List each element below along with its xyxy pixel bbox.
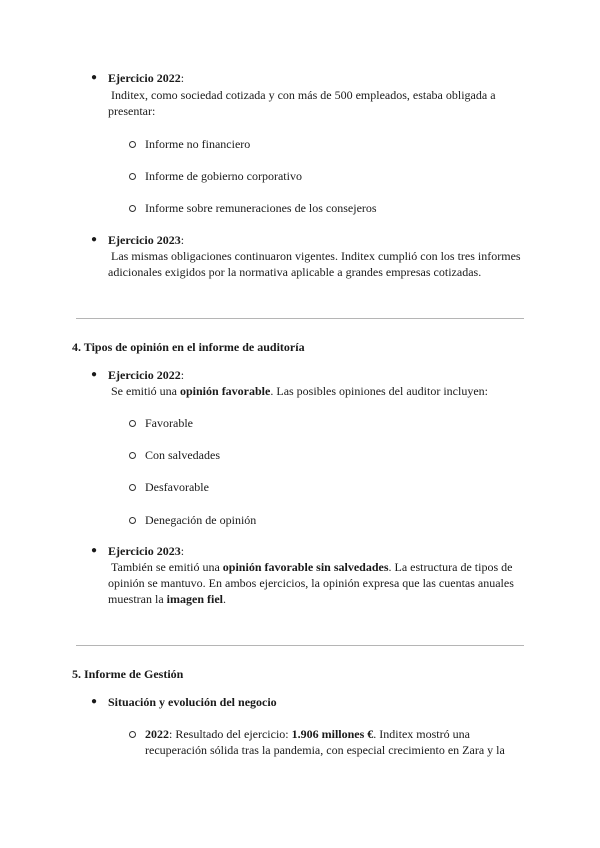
paragraph-line: También se emitió una opinión favorable sin salvedades. La estructura de tipos de <box>111 560 513 574</box>
year-heading-2023: Ejercicio 2023: <box>108 544 185 558</box>
bullet-icon: ● <box>91 545 98 556</box>
horizontal-divider <box>76 645 524 646</box>
list-item: Desfavorable <box>145 480 209 494</box>
bullet-icon: ● <box>91 696 98 707</box>
circle-bullet-icon <box>129 731 136 738</box>
year-heading-2022: Ejercicio 2022: <box>108 71 185 85</box>
subsection-heading: Situación y evolución del negocio <box>108 695 277 709</box>
section-title: 5. Informe de Gestión <box>72 667 184 681</box>
list-item: Informe no financiero <box>145 137 251 151</box>
bullet-icon: ● <box>91 72 98 83</box>
paragraph-line: Las mismas obligaciones continuaron vigentes. Inditex cumplió con los tres informes <box>111 249 521 263</box>
paragraph-line: opinión se mantuvo. En ambos ejercicios, la opinión expresa que las cuentas anuales <box>108 576 514 590</box>
circle-bullet-icon <box>129 205 136 212</box>
list-item: Denegación de opinión <box>145 513 257 527</box>
circle-bullet-icon <box>129 141 136 148</box>
year-heading-2023: Ejercicio 2023: <box>108 233 185 247</box>
paragraph-line: Se emitió una opinión favorable. Las posibles opiniones del auditor incluyen: <box>111 384 488 398</box>
bullet-icon: ● <box>91 234 98 245</box>
bullet-icon: ● <box>91 369 98 380</box>
circle-bullet-icon <box>129 173 136 180</box>
circle-bullet-icon <box>129 484 136 491</box>
circle-bullet-icon <box>129 452 136 459</box>
list-item: Informe de gobierno corporativo <box>145 169 302 183</box>
paragraph-line: muestran la imagen fiel. <box>108 592 226 606</box>
horizontal-divider <box>76 318 524 319</box>
paragraph-line: presentar: <box>108 104 156 118</box>
paragraph-line: Inditex, como sociedad cotizada y con más de 500 empleados, estaba obligada a <box>111 88 496 102</box>
section-title: 4. Tipos de opinión en el informe de auditoría <box>72 340 305 354</box>
list-item: Informe sobre remuneraciones de los consejeros <box>145 201 377 215</box>
paragraph-line: recuperación sólida tras la pandemia, con especial crecimiento en Zara y la <box>145 743 505 757</box>
list-item: 2022: Resultado del ejercicio: 1.906 millones €. Inditex mostró una <box>145 727 470 741</box>
circle-bullet-icon <box>129 517 136 524</box>
year-heading-2022: Ejercicio 2022: <box>108 368 185 382</box>
list-item: Favorable <box>145 416 193 430</box>
circle-bullet-icon <box>129 420 136 427</box>
list-item: Con salvedades <box>145 448 220 462</box>
paragraph-line: adicionales exigidos por la normativa aplicable a grandes empresas cotizadas. <box>108 265 482 279</box>
